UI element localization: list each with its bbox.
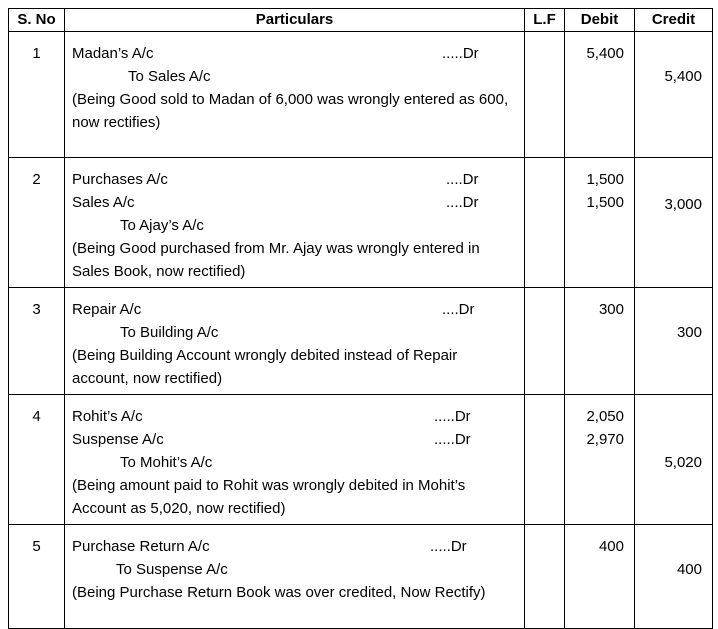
lf-cell <box>525 32 565 158</box>
table-row <box>9 395 713 525</box>
dr-marker: .....Dr <box>442 45 479 62</box>
credit-account: To Building A/c <box>120 324 219 341</box>
table-row <box>9 288 713 395</box>
debit-account: Sales A/c <box>72 194 135 211</box>
debit-amount: 400 <box>598 538 624 555</box>
dr-marker: ....Dr <box>442 301 475 318</box>
journal-table <box>8 8 713 629</box>
particulars-cell <box>65 288 525 395</box>
credit-amount: 400 <box>676 561 702 578</box>
particulars-cell <box>65 525 525 629</box>
dr-marker: ....Dr <box>446 194 479 211</box>
particulars-cell <box>65 32 525 158</box>
debit-amount: 1,500 <box>586 194 624 211</box>
header-lf: L.F <box>525 9 565 32</box>
debit-amount: 5,400 <box>586 45 624 62</box>
debit-cell <box>565 32 635 158</box>
narration: (Being Good purchased from Mr. Ajay was wrongly entered in Sales Book, now rectified) <box>72 240 480 280</box>
debit-amount: 1,500 <box>586 171 624 188</box>
credit-cell <box>635 158 713 288</box>
serial-number: 1 <box>9 32 65 158</box>
serial-number: 4 <box>9 395 65 525</box>
debit-amount: 300 <box>598 301 624 318</box>
credit-cell <box>635 32 713 158</box>
narration: (Being Good sold to Madan of 6,000 was wrongly entered as 600, now rectifies) <box>72 91 509 131</box>
table-row <box>9 525 713 629</box>
credit-amount: 5,400 <box>664 68 702 85</box>
credit-account: To Ajay’s A/c <box>120 217 204 234</box>
debit-amount: 2,050 <box>586 408 624 425</box>
debit-amount: 2,970 <box>586 431 624 448</box>
dr-marker: .....Dr <box>434 408 471 425</box>
credit-account: To Mohit’s A/c <box>120 454 213 471</box>
credit-amount: 5,020 <box>664 454 702 471</box>
credit-account: To Suspense A/c <box>116 561 228 578</box>
dr-marker: ....Dr <box>446 171 479 188</box>
lf-cell <box>525 395 565 525</box>
narration: (Being Purchase Return Book was over credited, Now Rectify) <box>72 584 486 601</box>
credit-cell <box>635 525 713 629</box>
particulars-cell <box>65 395 525 525</box>
dr-marker: .....Dr <box>430 538 467 555</box>
lf-cell <box>525 525 565 629</box>
lf-cell <box>525 288 565 395</box>
debit-account: Rohit’s A/c <box>72 408 143 425</box>
table-row <box>9 158 713 288</box>
narration: (Being Building Account wrongly debited instead of Repair account, now rectified) <box>72 347 458 387</box>
debit-account: Repair A/c <box>72 301 142 318</box>
narration: (Being amount paid to Rohit was wrongly debited in Mohit’s Account as 5,020, now rectified) <box>72 477 466 517</box>
debit-account: Purchase Return A/c <box>72 538 210 555</box>
credit-account: To Sales A/c <box>128 68 211 85</box>
header-sno: S. No <box>9 9 65 32</box>
header-particulars: Particulars <box>65 9 525 32</box>
serial-number: 2 <box>9 158 65 288</box>
serial-number: 3 <box>9 288 65 395</box>
header-credit: Credit <box>635 9 713 32</box>
table-row <box>9 32 713 158</box>
header-row <box>9 9 713 32</box>
debit-cell <box>565 288 635 395</box>
dr-marker: .....Dr <box>434 431 471 448</box>
credit-amount: 3,000 <box>664 196 702 213</box>
debit-cell <box>565 525 635 629</box>
serial-number: 5 <box>9 525 65 629</box>
debit-account: Madan’s A/c <box>72 45 154 62</box>
credit-cell <box>635 395 713 525</box>
particulars-cell <box>65 158 525 288</box>
header-debit: Debit <box>565 9 635 32</box>
credit-amount: 300 <box>676 324 702 341</box>
lf-cell <box>525 158 565 288</box>
debit-cell <box>565 158 635 288</box>
debit-account: Suspense A/c <box>72 431 164 448</box>
debit-account: Purchases A/c <box>72 171 168 188</box>
debit-cell <box>565 395 635 525</box>
credit-cell <box>635 288 713 395</box>
